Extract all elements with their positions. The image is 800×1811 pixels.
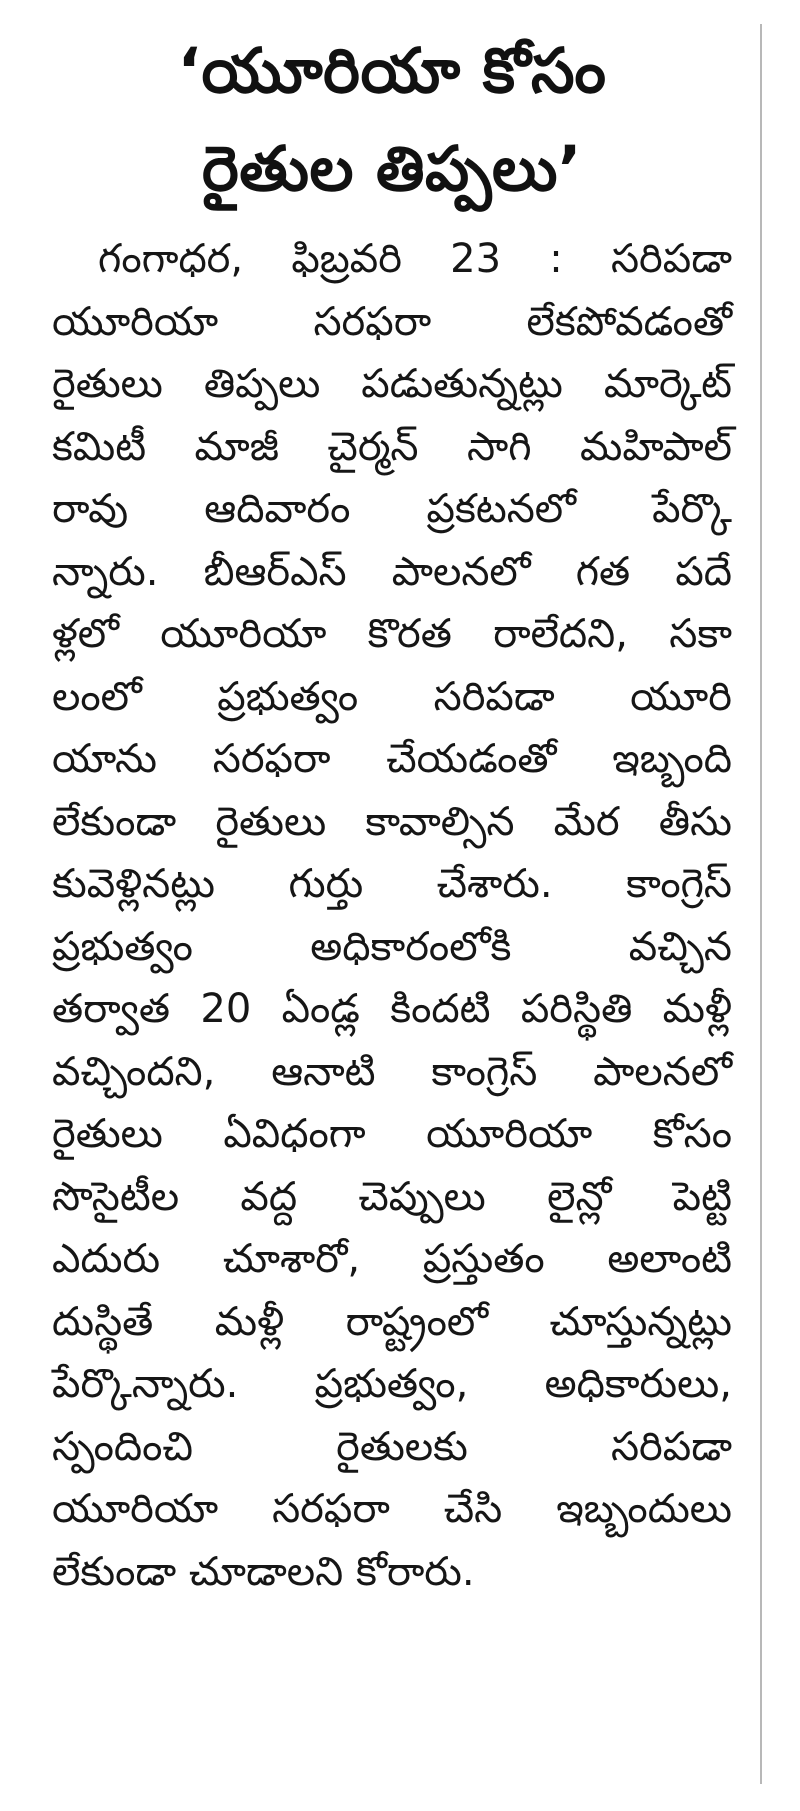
body-line: న్నారు. బీఆర్ఎస్ పాలనలో గత పదే (52, 548, 732, 595)
body-line: పేర్కొన్నారు. ప్రభుత్వం, అధికారులు, (52, 1361, 732, 1407)
column-divider (760, 24, 762, 1784)
headline-line: ‘యూరియా కోసం (177, 34, 607, 107)
body-line: గంగాధర, ఫిబ్రవరి 23 : సరిపడా (98, 236, 732, 282)
body-line: లేకుండా చూడాలని కోరారు. (52, 1548, 475, 1595)
body-line: వచ్చిందని, ఆనాటి కాంగ్రెస్ పాలనలో (52, 1048, 732, 1095)
body-line: కువెళ్లినట్లు గుర్తు చేశారు. కాంగ్రెస్ (52, 861, 732, 907)
body-line: దుస్థితే మళ్లీ రాష్ట్రంలో చూస్తున్నట్లు (52, 1298, 732, 1345)
body-line: కమిటీ మాజీ చైర్మన్ సాగి మహిపాల్ (52, 423, 732, 470)
body-line: ఎదురు చూశారో, ప్రస్తుతం అలాంటి (52, 1236, 732, 1282)
body-line: రావు ఆదివారం ప్రకటనలో పేర్కొ (52, 486, 732, 532)
news-article (52, 22, 732, 1603)
body-line: స్పందించి రైతులకు సరిపడా (52, 1423, 732, 1470)
body-line: రైతులు తిప్పలు పడుతున్నట్లు మార్కెట్ (52, 361, 732, 407)
body-line: యూరియా సరఫరా చేసి ఇబ్బందులు (52, 1486, 732, 1532)
body-line: లంలో ప్రభుత్వం సరిపడా యూరి (52, 673, 732, 720)
body-line: తర్వాత 20 ఏండ్ల కిందటి పరిస్థితి మళ్లీ (52, 986, 732, 1032)
body-line: సొసైటీల వద్ద చెప్పులు లైన్లో పెట్టి (52, 1173, 732, 1220)
body-line: యూరియా సరఫరా లేకపోవడంతో (52, 298, 732, 345)
body-line: లేకుండా రైతులు కావాల్సిన మేర తీసు (52, 798, 732, 845)
body-line: యాను సరఫరా చేయడంతో ఇబ్బంది (52, 736, 732, 782)
body-line: రైతులు ఏవిధంగా యూరియా కోసం (52, 1111, 732, 1157)
article-headline (52, 22, 732, 218)
body-line: ళ్లలో యూరియా కొరత రాలేదని, సకా (52, 611, 732, 657)
article-body (52, 228, 732, 1603)
headline-line: రైతుల తిప్పలు’ (202, 132, 582, 205)
body-line: ప్రభుత్వం అధికారంలోకి వచ్చిన (52, 923, 732, 970)
